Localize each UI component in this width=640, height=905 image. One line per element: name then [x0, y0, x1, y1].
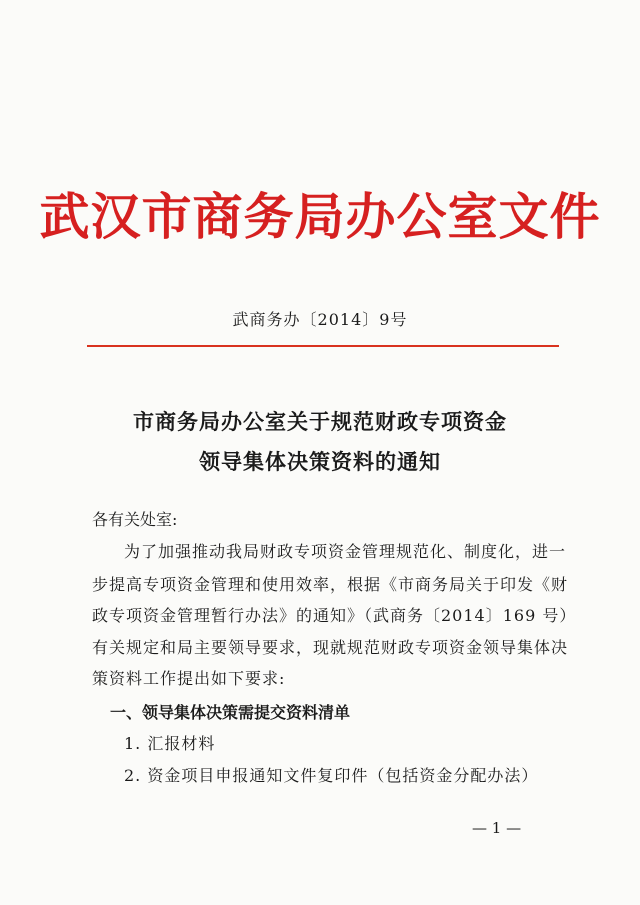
body-line: 策资料工作提出如下要求:: [92, 669, 286, 688]
page-number: — 1 —: [472, 819, 522, 837]
salutation: 各有关处室:: [92, 510, 178, 529]
body-line: 政专项资金管理暂行办法》的通知》（武商务〔2014〕169 号）: [92, 606, 577, 625]
body-line: 有关规定和局主要领导要求，现就规范财政专项资金领导集体决: [92, 638, 569, 657]
body-line: 为了加强推动我局财政专项资金管理规范化、制度化，进一: [124, 542, 567, 561]
issuer-red-header: 武汉市商务局办公室文件: [39, 188, 601, 246]
red-separator-line: [87, 345, 559, 347]
notice-title-line-2: 领导集体决策资料的通知: [199, 449, 441, 474]
notice-title-line-1: 市商务局办公室关于规范财政专项资金: [133, 409, 507, 434]
section-heading: 一、领导集体决策需提交资料清单: [110, 703, 351, 722]
document-number: 武商务办〔2014〕9号: [232, 310, 408, 329]
list-item: 1. 汇报材料: [124, 734, 216, 753]
list-item: 2. 资金项目申报通知文件复印件（包括资金分配办法）: [124, 766, 539, 785]
body-line: 步提高专项资金管理和使用效率，根据《市商务局关于印发《财: [92, 575, 569, 594]
